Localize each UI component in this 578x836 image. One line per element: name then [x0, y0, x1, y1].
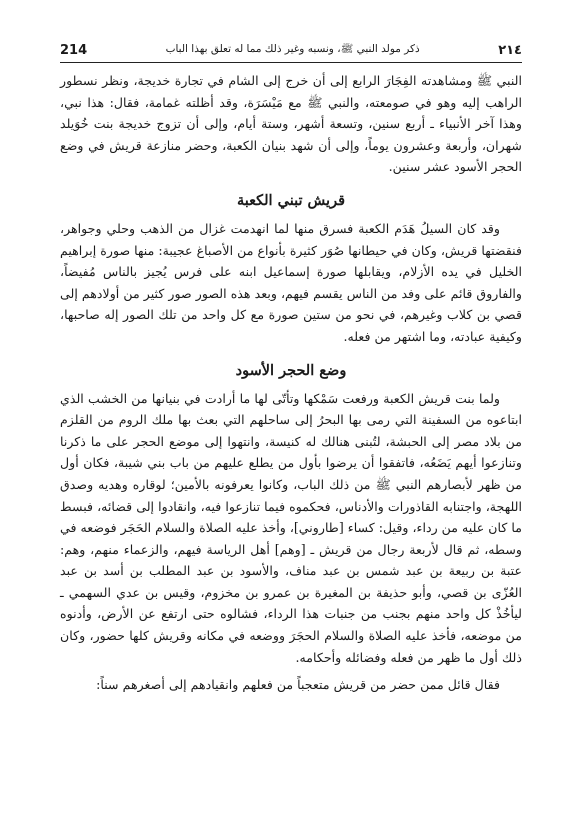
paragraph: وقد كان السيلُ هَدَم الكعبة فسرق منها لما انهدمت غزال من الذهب وحلي وجواهر، فنقضتها قريش، وكان في حيطانها صُوَر كثيرة بأنواع من الأصباغ عجيبة: منها صورة إبراهيم الخليل في يده الأزلام، ويقابلها صورة إسماعيل ابنه على فرس يُجيز بالناس مُفيضاً، والفاروق قائم على وفد من الناس يقسم فيهم، وبعد هذه الصور صور كثير من أولادهم إلى قصي بن كلاب وغيرهم، في نحو من ستين صورة مع كل واحد من تلك الصور إله صاحبها، وكيفية عبادته، وما اشتهر من فعله.: [59, 220, 522, 344]
section-heading: قريش تبني الكعبة: [236, 191, 346, 209]
paragraph: ولما بنت قريش الكعبة ورفعت سَمْكها وتأتّى لها ما أرادت في بنيانها من الخشب الذي ابتاعوه من السفينة التي رمى بها البحرُ إلى ساحلهم التي بعث بها ملك الروم من القلزم من بلاد مصر إلى الحبشة، لتُبنى هنالك له كنيسة، وانتهوا إلى موضع الحجر على ما ذكرنا وتنازعوا أيهم يَضَعُه، فاتفقوا أن يرضوا بأول من يطلع عليهم من باب بني شيبة، فكان أول من ظهر لأبصارهم النبي ﷺ من ذلك الباب، وكانوا يعرفونه بالأمين؛ لوقاره وهديه وصدق اللهجة، واجتنابه القاذورات والأدناس، فحكموه فيما تنازعوا فيه، وانقادوا إلى قضائه، فبسط ما كان عليه من رداء، وقيل: كساء [طاروني]، وأخذ عليه الصلاة والسلام الحَجَر فوضعه في وسطه، ثم قال لأربعة رجال من قريش ـ [وهم] أهل الرياسة فيهم، والزعماء منهم، وهم: عتبة بن ربيعة بن عبد شمس بن عبد مناف، والأسود بن عبد المطلب بن أسد بن عبد العُزّى بن قصي، وأبو حذيفة بن المغيرة بن عمرو بن مخزوم، وقيس بن عدي السهمي ـ ليأخُذْ كل واحد منهم بجنب من جنبات هذا الرداء، فشالوه حتى ارتفع عن الأرض، وأدنوه من موضعه، فأخذ عليه الصلاة والسلام الحجَرَ ووضعه في مكانه وقريش كلها حضور، وكان ذلك أول ما ظهر من فعله وفضائله وأحكامه.: [60, 390, 522, 665]
paragraph: النبي ﷺ ومشاهدته الفِجَارَ الرابع إلى أن خرج إلى الشام في تجارة خديجة، ونظر نسطور الراهب إليه وهو في صومعته، والنبي ﷺ مع مَيْسَرَة، وقد أظلته غمامة، فقال: هذا نبي، وهذا آخر الأنبياء ـ أربع سنين، وتسعة أشهر، وستة أيام، وإلى أن تزوج خديجة بنت خُوَيلد شهران، وأربعة وعشرون يوماً، وإلى أن شهد بنيان الكعبة، وحضر منازعة قريش في وضع الحجر الأسود عشر سنين.: [60, 73, 522, 175]
paragraph: فقال قائل ممن حضر من قريش متعجباً من فعلهم وانقيادهم إلى أصغرهم سناً:: [96, 677, 500, 693]
page-header: [60, 38, 522, 62]
page-body: [60, 70, 522, 696]
header-rule: [60, 62, 522, 63]
page-number-latin: 214: [60, 42, 88, 58]
page-number-arabic: ٢١٤: [498, 42, 522, 58]
section-heading: وضع الحجر الأسود: [235, 361, 347, 379]
running-title: ذكر مولد النبي ﷺ، ونسبه وغير ذلك مما له تعلق بهذا الباب: [165, 42, 420, 55]
